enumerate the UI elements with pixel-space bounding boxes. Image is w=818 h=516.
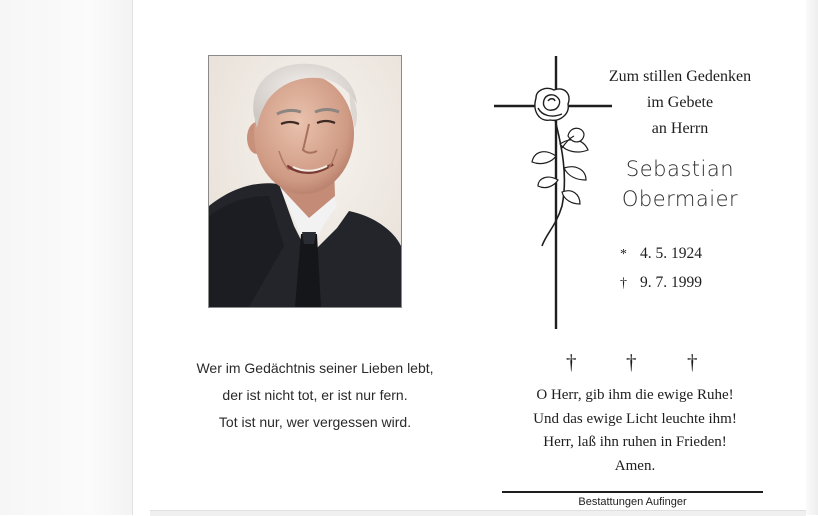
prayer-line: Und das ewige Licht leuchte ihm! bbox=[533, 410, 737, 427]
last-name: Obermaier bbox=[621, 187, 739, 211]
scan-background-left bbox=[0, 0, 132, 515]
death-row bbox=[620, 269, 702, 298]
dedication-text bbox=[590, 64, 770, 142]
quote-line: der ist nicht tot, er ist nur fern. bbox=[222, 387, 408, 403]
prayer-line: O Herr, gib ihm die ewige Ruhe! bbox=[536, 387, 734, 403]
card-bottom-edge bbox=[150, 510, 806, 516]
death-cross-icon: † bbox=[620, 276, 627, 291]
dedication-line: Zum stillen Gedenken bbox=[608, 68, 752, 85]
memorial-quote bbox=[150, 355, 480, 436]
quote-line: Wer im Gedächtnis seiner Lieben lebt, bbox=[196, 360, 434, 376]
quote-line: Tot ist nur, wer vergessen wird. bbox=[218, 414, 412, 430]
undertaker-name: Bestattungen Aufinger bbox=[578, 496, 687, 508]
card-left-edge bbox=[132, 0, 133, 515]
prayer-line: Amen. bbox=[614, 457, 656, 474]
prayer-text bbox=[490, 384, 780, 478]
footer-divider bbox=[502, 491, 763, 493]
deceased-name bbox=[590, 154, 770, 214]
birth-row bbox=[620, 240, 702, 269]
birth-date: 4. 5. 1924 bbox=[640, 245, 702, 262]
birth-star-icon: * bbox=[620, 247, 627, 262]
dedication-line: im Gebete bbox=[646, 94, 714, 111]
prayer-line: Herr, laß ihn ruhen in Frieden! bbox=[543, 434, 727, 450]
dedication-line: an Herrn bbox=[651, 120, 709, 137]
life-dates bbox=[620, 240, 702, 298]
portrait-photo bbox=[208, 55, 402, 308]
death-date: 9. 7. 1999 bbox=[640, 274, 702, 291]
small-cross-icon: † bbox=[566, 350, 577, 374]
first-name: Sebastian bbox=[625, 157, 735, 181]
small-cross-icon: † bbox=[687, 350, 698, 374]
small-cross-icon: † bbox=[626, 350, 637, 374]
scan-background-right bbox=[806, 0, 818, 515]
